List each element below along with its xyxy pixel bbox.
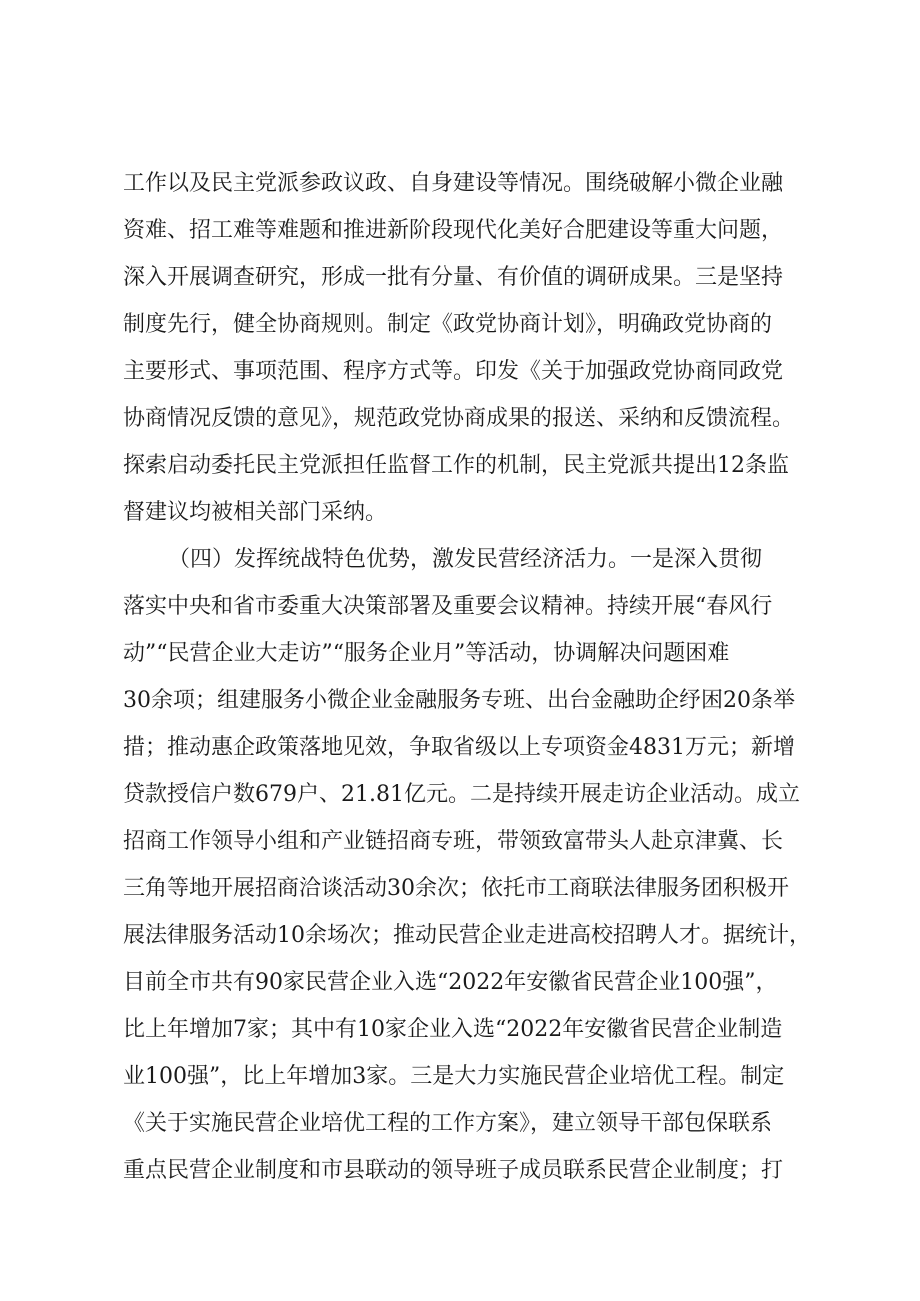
- text-line: 工作以及民主党派参政议政、自身建设等情况。围绕破解小微企业融: [123, 171, 784, 196]
- text-line: 业100强”，比上年增加3家。三是大力实施民营企业培优工程。制定: [123, 1064, 785, 1089]
- text-line: 主要形式、事项范围、程序方式等。印发《关于加强政党协商同政党: [123, 359, 784, 384]
- text-line: 制度先行，健全协商规则。制定《政党协商计划》，明确政党协商的: [123, 312, 773, 337]
- text-line: 协商情况反馈的意见》，规范政党协商成果的报送、采纳和反馈流程。: [123, 406, 795, 431]
- text-line: 重点民营企业制度和市县联动的领导班子成员联系民营企业制度；打: [123, 1158, 784, 1183]
- text-line: 招商工作领导小组和产业链招商专班，带领致富带头人赴京津冀、长: [123, 829, 784, 854]
- text-line: （四）发挥统战特色优势，激发民营经济活力。一是深入贯彻: [168, 547, 763, 572]
- text-line: 深入开展调查研究，形成一批有分量、有价值的调研成果。三是坚持: [123, 265, 784, 290]
- text-line: 措；推动惠企政策落地见效，争取省级以上专项资金4831万元；新增: [123, 735, 795, 760]
- text-line: 落实中央和省市委重大决策部署及重要会议精神。持续开展“春风行: [123, 594, 773, 619]
- text-line: 三角等地开展招商洽谈活动30余次；依托市工商联法律服务团积极开: [123, 876, 789, 901]
- text-line: 目前全市共有90家民营企业入选“2022年安徽省民营企业100强”，: [123, 970, 778, 995]
- text-line: 30余项；组建服务小微企业金融服务专班、出台金融助企纾困20条举: [123, 688, 795, 713]
- text-line: 动”“民营企业大走访”“服务企业月”等活动，协调解决问题困难: [123, 641, 730, 666]
- text-line: 督建议均被相关部门采纳。: [123, 500, 388, 525]
- text-line: 展法律服务活动10余场次；推动民营企业走进高校招聘人才。据统计，: [123, 923, 811, 948]
- text-line: 资难、招工难等难题和推进新阶段现代化美好合肥建设等重大问题，: [123, 218, 784, 243]
- text-line: 贷款授信户数679户、21.81亿元。二是持续开展走访企业活动。成立: [123, 782, 800, 807]
- text-line: 探索启动委托民主党派担任监督工作的机制，民主党派共提出12条监: [123, 453, 789, 478]
- text-line: 《关于实施民营企业培优工程的工作方案》，建立领导干部包保联系: [123, 1111, 773, 1136]
- text-line: 比上年增加7家；其中有10家企业入选“2022年安徽省民营企业制造: [123, 1017, 783, 1042]
